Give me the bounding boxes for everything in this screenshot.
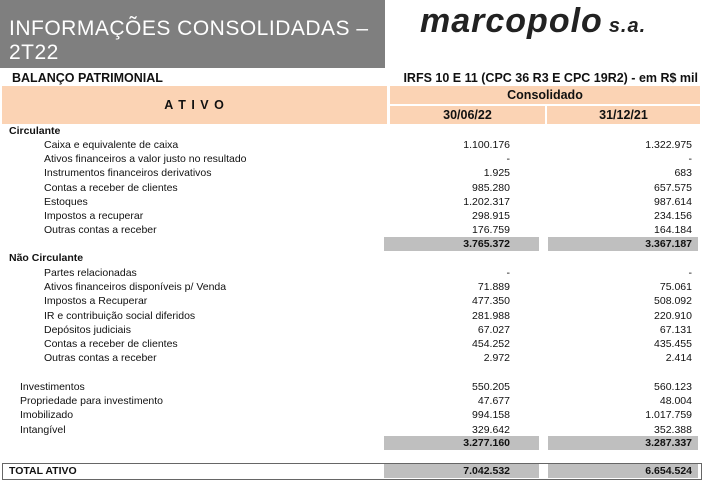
table-row <box>0 266 700 280</box>
value-30-06-22: 454.252 <box>472 338 510 350</box>
value-31-12-21: 657.575 <box>654 181 692 194</box>
table-row <box>0 351 700 365</box>
row-label: Ativos financeiros disponíveis p/ Venda <box>44 281 227 294</box>
subtotal-circulante <box>0 237 700 251</box>
value-31-12-21: 352.388 <box>654 423 692 436</box>
value-31-12-21: 48.004 <box>659 395 692 408</box>
section-title: BALANÇO PATRIMONIAL <box>12 71 163 85</box>
section-nao-circulante <box>0 251 700 265</box>
value-30-06-22: 3.277.160 <box>463 437 510 449</box>
value-31-12-21: 220.910 <box>654 309 692 322</box>
value-31-12-21: 1.017.759 <box>645 409 692 422</box>
value-30-06-22: - <box>506 267 510 279</box>
table-row <box>0 166 700 180</box>
row-label: Caixa e equivalente de caixa <box>44 139 179 151</box>
row-label: Ativos financeiros a valor justo no resultado <box>44 153 247 166</box>
row-label: Contas a receber de clientes <box>44 338 178 350</box>
page-title: INFORMAÇÕES CONSOLIDADAS – 2T22 <box>9 17 369 64</box>
value-31-12-21: 435.455 <box>654 338 692 350</box>
value-30-06-22: 477.350 <box>472 295 510 308</box>
logo-suffix: s.a. <box>608 15 647 37</box>
table-row <box>0 280 700 294</box>
table-row <box>0 223 700 237</box>
row-label: Impostos a recuperar <box>44 210 144 222</box>
row-label: Outras contas a receber <box>44 224 157 237</box>
total-cell-2 <box>548 237 698 251</box>
value-31-12-21: 1.322.975 <box>645 139 692 151</box>
row-label: Propriedade para investimento <box>20 395 164 408</box>
value-31-12-21: 987.614 <box>654 195 692 208</box>
logo-name: marcopolo <box>420 2 603 40</box>
total-cell-2 <box>548 464 698 478</box>
table-row <box>0 408 700 422</box>
table-row <box>0 337 700 351</box>
value-30-06-22: 1.100.176 <box>463 139 510 151</box>
value-31-12-21: 683 <box>674 167 692 180</box>
table-row <box>0 380 700 394</box>
table-row <box>0 294 700 308</box>
value-31-12-21: 508.092 <box>654 295 692 308</box>
standard-note: IRFS 10 E 11 (CPC 36 R3 E CPC 19R2) - em R$ mil <box>403 71 698 85</box>
value-30-06-22: 281.988 <box>472 309 510 322</box>
value-30-06-22: 329.642 <box>472 423 510 436</box>
value-30-06-22: 1.202.317 <box>463 195 510 208</box>
value-30-06-22: 1.925 <box>483 167 510 180</box>
value-30-06-22: 47.677 <box>477 395 510 408</box>
value-31-12-21: 164.184 <box>654 224 692 237</box>
row-label: IR e contribuição social diferidos <box>44 309 196 322</box>
value-30-06-22: 298.915 <box>472 210 510 222</box>
value-31-12-21: 67.131 <box>659 323 692 336</box>
value-31-12-21: 75.061 <box>659 281 692 294</box>
row-label: Partes relacionadas <box>44 267 137 279</box>
row-label: Instrumentos financeiros derivativos <box>44 167 212 180</box>
row-label: Não Circulante <box>9 252 84 264</box>
value-30-06-22: 7.042.532 <box>463 465 510 477</box>
value-31-12-21: 3.367.187 <box>645 238 692 250</box>
value-30-06-22: 2.972 <box>483 352 510 365</box>
value-31-12-21: - <box>688 267 692 279</box>
value-31-12-21: 234.156 <box>654 210 692 222</box>
table-row <box>0 394 700 408</box>
total-cell-1 <box>384 237 539 251</box>
value-30-06-22: - <box>506 153 510 166</box>
row-label: Contas a receber de clientes <box>44 181 178 194</box>
row-label: Outras contas a receber <box>44 352 157 365</box>
table-row <box>0 309 700 323</box>
row-label: TOTAL ATIVO <box>9 465 77 477</box>
value-30-06-22: 176.759 <box>472 224 510 237</box>
value-30-06-22: 71.889 <box>477 281 510 294</box>
value-30-06-22: 67.027 <box>477 323 510 336</box>
value-30-06-22: 985.280 <box>472 181 510 194</box>
table-row <box>0 138 700 152</box>
section-circulante <box>0 124 700 138</box>
row-label: Intangível <box>20 423 66 436</box>
table-row <box>0 423 700 437</box>
consolidado-header: Consolidado <box>390 86 700 104</box>
table-row <box>0 209 700 223</box>
total-cell-2 <box>548 436 698 450</box>
subtotal-nao-circulante <box>0 436 700 450</box>
row-label: Estoques <box>44 195 88 208</box>
value-31-12-21: 2.414 <box>665 352 692 365</box>
table-row <box>0 195 700 209</box>
table-row <box>0 181 700 195</box>
row-label: Imobilizado <box>20 409 74 422</box>
value-30-06-22: 3.765.372 <box>463 238 510 250</box>
col-header-30-06-22: 30/06/22 <box>390 106 545 124</box>
col-header-31-12-21: 31/12/21 <box>547 106 700 124</box>
table-row <box>0 152 700 166</box>
value-30-06-22: 550.205 <box>472 381 510 393</box>
row-label: Impostos a Recuperar <box>44 295 148 308</box>
value-30-06-22: 994.158 <box>472 409 510 422</box>
value-31-12-21: 6.654.524 <box>645 465 692 477</box>
total-ativo-row <box>0 464 700 478</box>
value-31-12-21: 560.123 <box>654 381 692 393</box>
value-31-12-21: - <box>688 153 692 166</box>
table-row <box>0 323 700 337</box>
ativo-header: A T I V O <box>2 86 387 124</box>
total-cell-1 <box>384 436 539 450</box>
total-cell-1 <box>384 464 539 478</box>
row-label: Investimentos <box>20 381 85 393</box>
row-label: Depósitos judiciais <box>44 323 131 336</box>
value-31-12-21: 3.287.337 <box>645 437 692 449</box>
row-label: Circulante <box>9 125 61 137</box>
